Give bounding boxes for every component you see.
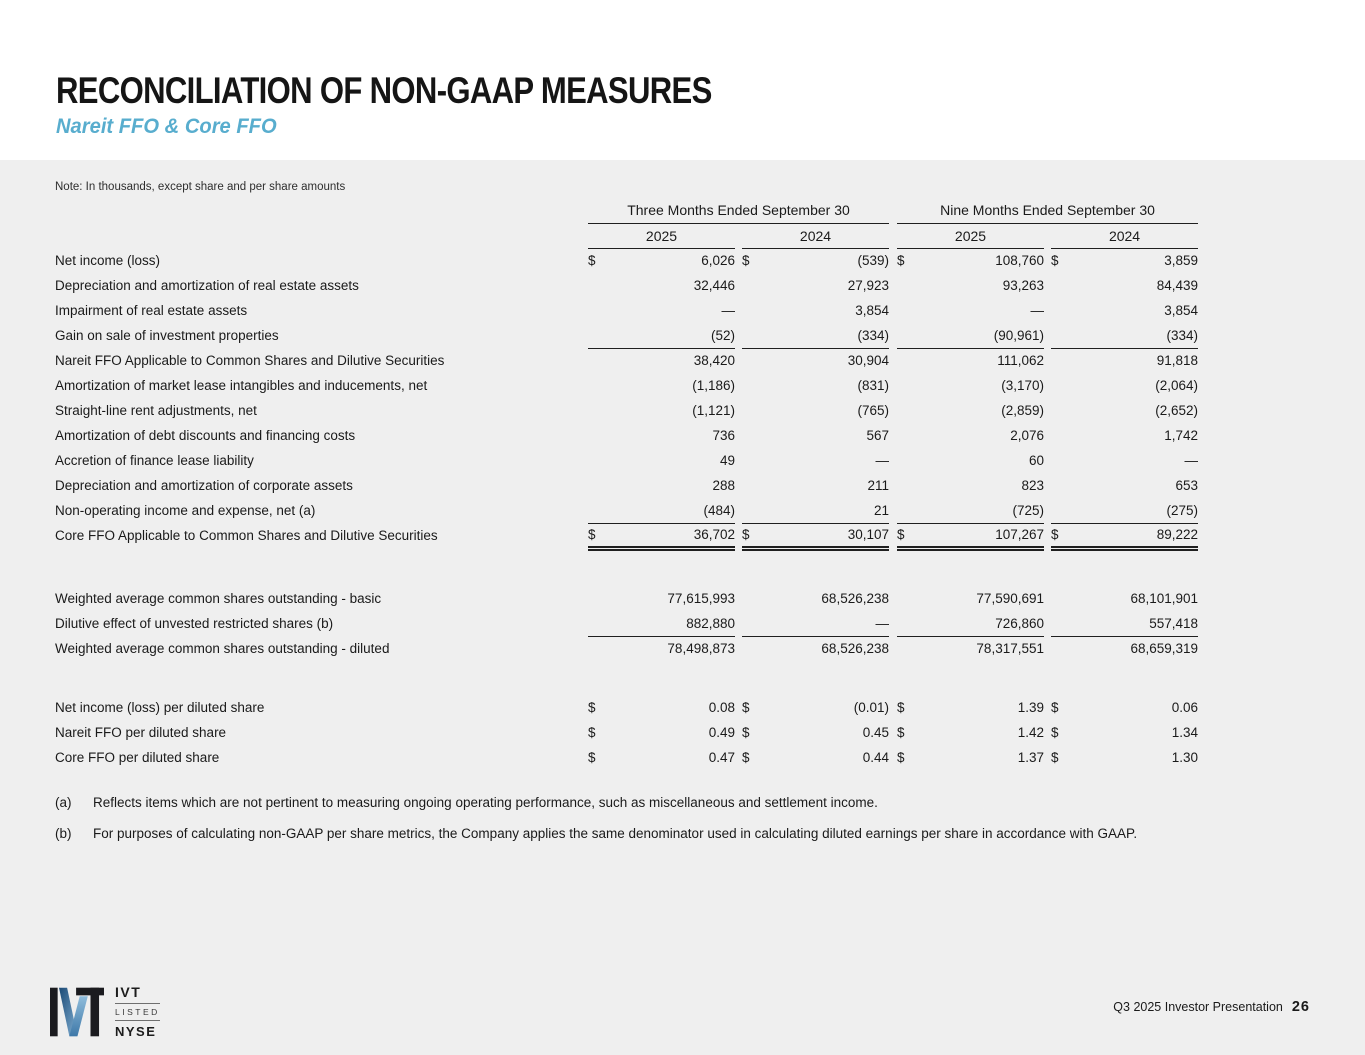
gap-cell [1044,323,1051,348]
row-label: Amortization of debt discounts and financing costs [55,428,356,443]
table-row [55,611,1198,636]
dollar-sign-cell [742,398,760,423]
row-label: Nareit FFO Applicable to Common Shares and Dilutive Securities [55,353,445,368]
value-cell: 27,923 [847,278,889,293]
dollar-sign-cell [588,348,606,373]
gap-cell [889,586,897,611]
dollar-sign-cell: $ [1051,523,1069,548]
value-cell: 6,026 [701,253,735,269]
period-group-header: Nine Months Ended September 30 [897,198,1198,223]
row-label: Amortization of market lease intangibles and inducements, net [55,378,428,393]
gap-cell [1044,695,1051,720]
gap-cell [889,223,897,248]
exchange-label: NYSE [115,1024,157,1039]
value-cell: 0.44 [862,750,889,765]
table-row [55,323,1198,348]
dollar-sign-cell [588,423,606,448]
dollar-sign-cell [897,448,915,473]
table-row [55,745,1198,770]
dollar-sign-cell [742,498,760,523]
gap-cell [735,223,742,248]
dollar-sign-cell [1051,273,1069,298]
value-cell: 93,263 [1002,278,1044,293]
page-title: RECONCILIATION OF NON-GAAP MEASURES [56,70,712,111]
table-row [55,248,1198,273]
gap-cell [735,373,742,398]
gap-cell [735,298,742,323]
row-label: Gain on sale of investment properties [55,328,279,343]
dollar-sign-cell: $ [588,523,606,548]
value-cell: 68,526,238 [821,641,889,657]
value-cell: (484) [606,498,735,523]
value-cell: 0.49 [708,725,735,740]
gap-cell [735,248,742,273]
value-cell: 3,859 [1164,253,1199,269]
value-cell: 1.37 [1017,750,1044,765]
gap-cell [1044,373,1051,398]
dollar-sign-cell [742,423,760,448]
gap-cell [1044,586,1051,611]
value-cell: 84,439 [1156,278,1199,293]
footnote-text: For purposes of calculating non-GAAP per share metrics, the Company applies the same denominator used in calculating diluted earnings per share in accordance with GAAP. [93,826,1138,841]
gap-cell [889,745,897,770]
dollar-sign-cell: $ [897,253,905,269]
dollar-sign-cell [1051,423,1069,448]
table-row [55,348,1198,373]
table-year-row [55,223,1198,248]
value-cell: — [875,453,889,468]
dollar-sign-cell [1051,636,1069,661]
value-cell: 2,076 [1010,428,1044,443]
gap-cell [889,448,897,473]
dollar-sign-cell [1051,323,1069,348]
gap-cell [1044,448,1051,473]
value-cell: — [1030,303,1044,318]
value-cell: (334) [760,323,889,348]
dollar-sign-cell [588,586,606,611]
value-cell: 78,317,551 [976,641,1044,657]
value-cell: 78,498,873 [667,641,735,657]
year-header: 2025 [897,223,1044,248]
gap-cell [735,695,742,720]
value-cell: 68,101,901 [1130,591,1199,606]
value-cell: (52) [606,323,735,348]
dollar-sign-cell: $ [742,725,750,740]
value-cell: 60 [1028,453,1044,468]
row-label: Straight-line rent adjustments, net [55,403,257,418]
value-cell: (2,064) [1155,378,1199,393]
gap-cell [889,473,897,498]
dollar-sign-cell [742,348,760,373]
gap-cell [735,348,742,373]
dollar-sign-cell [742,273,760,298]
dollar-sign-cell [742,448,760,473]
value-cell: 3,854 [855,303,889,318]
footnote [55,823,1197,844]
value-cell: 30,107 [760,523,889,548]
presentation-title: Q3 2025 Investor Presentation [1113,1000,1283,1014]
page-subtitle: Nareit FFO & Core FFO [56,115,277,138]
value-cell: 0.45 [862,725,889,740]
table-row [55,695,1198,720]
dollar-sign-cell [588,498,606,523]
dollar-sign-cell: $ [1051,725,1059,740]
gap-cell [735,398,742,423]
value-cell: 653 [1175,478,1199,493]
table-row [55,636,1198,661]
dollar-sign-cell [1051,348,1069,373]
row-label: Core FFO per diluted share [55,750,220,765]
dollar-sign-cell [742,298,760,323]
value-cell: — [1184,453,1199,468]
dollar-sign-cell [897,323,915,348]
value-cell: 0.47 [708,750,735,765]
gap-cell [735,498,742,523]
gap-cell [735,523,742,548]
value-cell: 107,267 [915,523,1044,548]
row-label: Dilutive effect of unvested restricted shares (b) [55,616,334,631]
dollar-sign-cell [897,298,915,323]
value-cell: 77,590,691 [976,591,1044,606]
footnote-text: Reflects items which are not pertinent to measuring ongoing operating performance, such as miscellaneous and settlement income. [93,795,878,810]
value-cell: 1,742 [1164,428,1199,443]
dollar-sign-cell [897,273,915,298]
gap-cell [1044,473,1051,498]
dollar-sign-cell: $ [588,750,596,765]
dollar-sign-cell: $ [1051,253,1059,269]
row-label: Net income (loss) per diluted share [55,700,265,715]
value-cell: (1,186) [692,378,735,393]
value-cell: 823 [1021,478,1044,493]
footnotes [55,792,1197,854]
gap-cell [735,323,742,348]
value-cell: 726,860 [915,611,1044,636]
dollar-sign-cell [897,636,915,661]
company-logo [50,984,160,1039]
table-row [55,720,1198,745]
footnote [55,792,1197,813]
gap-cell [1044,398,1051,423]
table-note: Note: In thousands, except share and per share amounts [55,181,346,193]
footnote-marker: (b) [55,826,72,841]
gap-cell [735,745,742,770]
dollar-sign-cell: $ [742,253,750,269]
value-cell: (2,652) [1155,403,1199,418]
dollar-sign-cell [897,348,915,373]
dollar-sign-cell [588,323,606,348]
dollar-sign-cell [1051,611,1069,636]
table-row [55,423,1198,448]
value-cell: (765) [857,403,889,418]
table-row [55,448,1198,473]
gap-cell [889,198,897,223]
value-cell: 882,880 [606,611,735,636]
gap-cell [889,498,897,523]
row-label: Weighted average common shares outstanding - diluted [55,641,390,656]
dollar-sign-cell [588,398,606,423]
gap-cell [889,373,897,398]
row-label: Accretion of finance lease liability [55,453,254,468]
section-gap-row [55,661,1198,695]
dollar-sign-cell [588,473,606,498]
dollar-sign-cell [742,373,760,398]
value-cell: 91,818 [1156,353,1199,369]
gap-cell [889,298,897,323]
gap-cell [1044,720,1051,745]
value-cell: 30,904 [847,353,889,369]
dollar-sign-cell [588,273,606,298]
gap-cell [1044,611,1051,636]
table-row [55,298,1198,323]
value-cell: 68,526,238 [821,591,889,606]
header-spacer [55,198,588,223]
dollar-sign-cell [897,498,915,523]
value-cell: — [721,303,735,318]
table-row [55,398,1198,423]
value-cell: (90,961) [915,323,1044,348]
value-cell: 77,615,993 [667,591,735,606]
year-header: 2025 [588,223,735,248]
dollar-sign-cell [897,611,915,636]
table-row [55,273,1198,298]
gap-cell [735,611,742,636]
table-header-row [55,198,1198,223]
dollar-sign-cell [588,298,606,323]
value-cell: 0.06 [1171,700,1199,715]
section-gap-row [55,548,1198,586]
dollar-sign-cell: $ [897,750,905,765]
gap-cell [1044,298,1051,323]
dollar-sign-cell [742,611,760,636]
gap-cell [735,586,742,611]
year-header: 2024 [1051,223,1198,248]
reconciliation-table [55,198,1198,770]
gap-cell [1044,223,1051,248]
gap-cell [735,423,742,448]
value-cell: 36,702 [606,523,735,548]
period-group-header: Three Months Ended September 30 [588,198,889,223]
dollar-sign-cell [1051,448,1069,473]
dollar-sign-cell [1051,586,1069,611]
dollar-sign-cell: $ [897,523,915,548]
row-label: Non-operating income and expense, net (a) [55,503,316,518]
value-cell: (539) [857,253,889,269]
value-cell: (725) [915,498,1044,523]
dollar-sign-cell: $ [742,523,760,548]
listed-label: LISTED [115,1003,160,1021]
gap-cell [735,473,742,498]
value-cell: 1.34 [1171,725,1199,740]
dollar-sign-cell [588,448,606,473]
gap-cell [1044,523,1051,548]
value-cell: 89,222 [1069,523,1198,548]
dollar-sign-cell [897,373,915,398]
gap-cell [1044,348,1051,373]
gap-cell [735,273,742,298]
row-label: Net income (loss) [55,253,161,268]
dollar-sign-cell [897,398,915,423]
value-cell: 736 [712,428,735,443]
dollar-sign-cell: $ [897,725,905,740]
row-label: Nareit FFO per diluted share [55,725,227,740]
header-spacer [55,223,588,248]
value-cell: 3,854 [1164,303,1199,318]
gap-cell [1044,498,1051,523]
dollar-sign-cell: $ [1051,750,1059,765]
row-label: Depreciation and amortization of corporate assets [55,478,353,493]
page-number: 26 [1291,999,1310,1015]
dollar-sign-cell: $ [897,700,905,715]
gap-cell [889,248,897,273]
dollar-sign-cell [742,473,760,498]
value-cell: 0.08 [708,700,735,715]
section-gap-cell [55,548,1198,586]
ivt-logo-icon [50,986,104,1038]
value-cell: (2,859) [1001,403,1044,418]
reconciliation-table-wrap [55,198,1198,770]
value-cell: 108,760 [995,253,1044,269]
ticker-symbol: IVT [115,984,142,1000]
dollar-sign-cell [1051,298,1069,323]
dollar-sign-cell: $ [1051,700,1059,715]
value-cell: (275) [1069,498,1198,523]
gap-cell [889,273,897,298]
nyse-listed-badge [115,984,160,1039]
dollar-sign-cell [897,586,915,611]
dollar-sign-cell [588,611,606,636]
value-cell: 32,446 [693,278,735,293]
dollar-sign-cell: $ [742,700,750,715]
gap-cell [1044,423,1051,448]
value-cell: 49 [719,453,735,468]
value-cell: 1.42 [1017,725,1044,740]
gap-cell [735,448,742,473]
gap-cell [889,323,897,348]
dollar-sign-cell [1051,498,1069,523]
gap-cell [889,423,897,448]
value-cell: 68,659,319 [1130,641,1199,657]
table-row [55,473,1198,498]
dollar-sign-cell: $ [742,750,750,765]
row-label: Depreciation and amortization of real estate assets [55,278,359,293]
dollar-sign-cell [897,473,915,498]
dollar-sign-cell: $ [588,725,596,740]
section-gap-cell [55,661,1198,695]
dollar-sign-cell [742,636,760,661]
dollar-sign-cell [1051,373,1069,398]
footnote-marker: (a) [55,795,72,810]
dollar-sign-cell: $ [588,253,596,269]
value-cell: 21 [760,498,889,523]
gap-cell [889,720,897,745]
value-cell: 111,062 [997,353,1044,369]
gap-cell [735,720,742,745]
dollar-sign-cell [1051,473,1069,498]
value-cell: 288 [712,478,735,493]
gap-cell [1044,248,1051,273]
gap-cell [889,611,897,636]
gap-cell [735,636,742,661]
dollar-sign-cell [1051,398,1069,423]
gap-cell [1044,636,1051,661]
dollar-sign-cell: $ [588,700,596,715]
value-cell: (1,121) [692,403,735,418]
dollar-sign-cell [588,636,606,661]
dollar-sign-cell [588,373,606,398]
value-cell: 1.39 [1017,700,1044,715]
gap-cell [889,695,897,720]
value-cell: (0.01) [853,700,889,715]
value-cell: 557,418 [1069,611,1198,636]
year-header: 2024 [742,223,889,248]
table-row [55,373,1198,398]
gap-cell [889,398,897,423]
value-cell: 567 [866,428,889,443]
dollar-sign-cell [742,323,760,348]
value-cell: 211 [867,478,889,493]
gap-cell [1044,745,1051,770]
value-cell: (831) [857,378,889,393]
gap-cell [1044,273,1051,298]
row-label: Core FFO Applicable to Common Shares and Dilutive Securities [55,528,438,543]
table-row [55,498,1198,523]
dollar-sign-cell [742,586,760,611]
table-row [55,586,1198,611]
gap-cell [889,523,897,548]
row-label: Weighted average common shares outstanding - basic [55,591,382,606]
gap-cell [889,636,897,661]
dollar-sign-cell [897,423,915,448]
footer-caption [1113,999,1310,1015]
value-cell: 1.30 [1171,750,1199,765]
value-cell: — [760,611,889,636]
row-label: Impairment of real estate assets [55,303,248,318]
value-cell: 38,420 [693,353,735,369]
value-cell: (334) [1069,323,1198,348]
table-row [55,523,1198,548]
gap-cell [889,348,897,373]
value-cell: (3,170) [1001,378,1044,393]
